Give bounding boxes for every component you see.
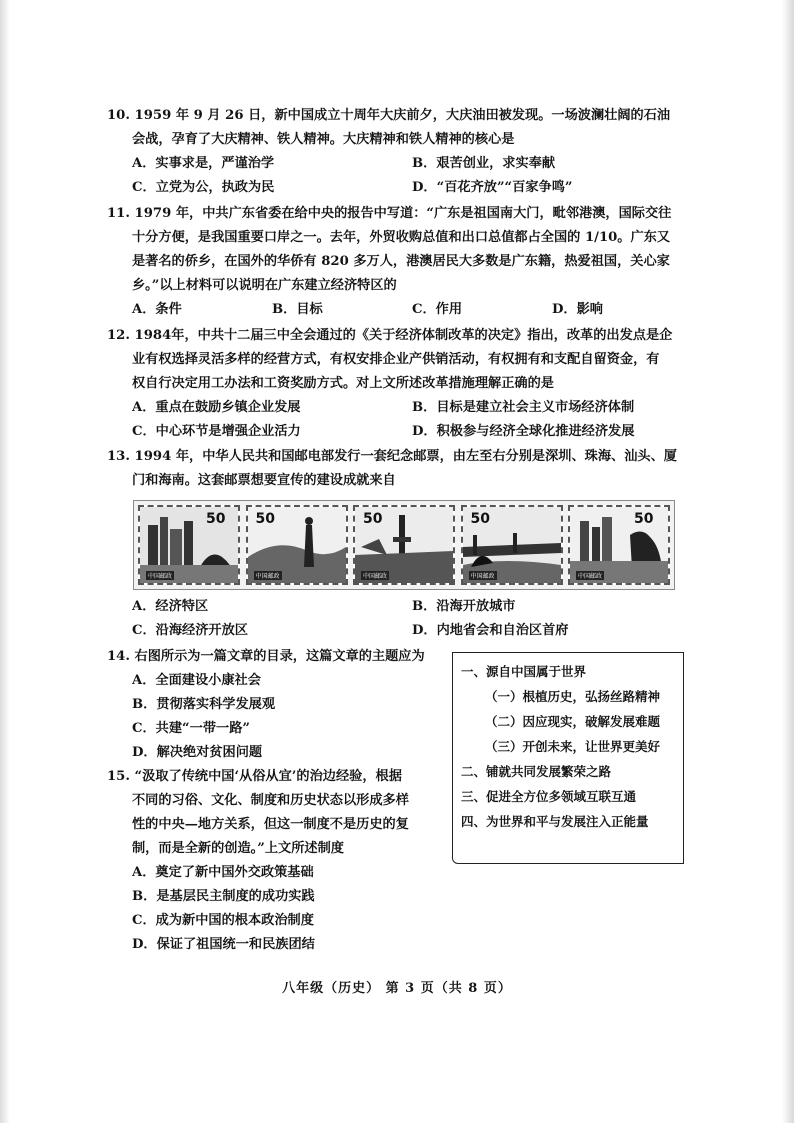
option-b[interactable]: B．贯彻落实科学发展观 — [132, 697, 276, 712]
stem-line: 1959 年 9 月 26 日，新中国成立十周年大庆前夕，大庆油田被发现。一场波澜壮阔的石油 — [134, 108, 671, 123]
question-10-stem — [107, 104, 677, 128]
option-c[interactable]: C．沿海经济开放区 — [132, 623, 248, 638]
stamp-shenzhen — [138, 505, 240, 585]
toc-subitem: （一）根植历史，弘扬丝路精神 — [485, 689, 661, 704]
stem-line: 制，而是全新的创造。”上文所述制度 — [132, 841, 344, 856]
stamp-denomination: 50 — [206, 511, 226, 527]
stamp-shantou — [353, 505, 455, 585]
stamp-country: 中国邮政 — [148, 573, 173, 580]
option-a[interactable]: A．全面建设小康社会 — [132, 673, 261, 688]
stem-line: 性的中央—地方关系，但这一制度不是历史的复 — [132, 817, 409, 832]
stem-line: 1984年，中共十二届三中全会通过的《关于经济体制改革的决定》指出，改革的出发点是企 — [134, 328, 673, 343]
stamp-denomination: 50 — [470, 511, 490, 527]
toc-subitem: （二）因应现实，破解发展难题 — [485, 714, 661, 729]
toc-item: 二、铺就共同发展繁荣之路 — [461, 764, 612, 779]
stem-line: 乡。”以上材料可以说明在广东建立经济特区的 — [132, 278, 397, 293]
stamp-country: 中国邮政 — [578, 573, 603, 580]
toc-subitem: （三）开创未来，让世界更美好 — [485, 739, 661, 754]
question-number: 15. — [107, 769, 130, 784]
stem-line: 不同的习俗、文化、制度和历史状态以形成多样 — [132, 793, 409, 808]
option-d[interactable]: D．影响 — [552, 302, 603, 317]
question-11 — [107, 202, 677, 322]
toc-item: 三、促进全方位多领域互联互通 — [461, 789, 637, 804]
option-d[interactable]: D．内地省会和自治区首府 — [412, 623, 569, 638]
option-d[interactable]: D．解决绝对贫困问题 — [132, 745, 263, 760]
option-b[interactable]: B．艰苦创业，求实奉献 — [412, 156, 556, 171]
stem-line: “汲取了传统中国‘从俗从宜’的治边经验，根据 — [134, 769, 402, 784]
stamp-country: 中国邮政 — [470, 573, 495, 580]
stamp-set-image — [133, 500, 675, 590]
question-13-options — [107, 595, 677, 643]
question-15 — [107, 765, 447, 957]
option-c[interactable]: C．成为新中国的根本政治制度 — [132, 913, 314, 928]
option-d[interactable]: D．保证了祖国统一和民族团结 — [132, 937, 315, 952]
stem-line: 十分方便，是我国重要口岸之一。去年，外贸收购总值和出口总值都占全国的 1/10。广东又 — [132, 230, 671, 245]
stem-line: 1994 年，中华人民共和国邮电部发行一套纪念邮票，由左至右分别是深圳、珠海、汕头、厦 — [134, 449, 677, 464]
stem-line: 是著名的侨乡，在国外的华侨有 820 多万人，港澳居民大多数是广东籍，热爱祖国，关心家 — [132, 254, 670, 269]
question-12 — [107, 324, 677, 444]
option-a[interactable]: A．重点在鼓励乡镇企业发展 — [132, 400, 301, 415]
option-a[interactable]: A．奠定了新中国外交政策基础 — [132, 865, 314, 880]
stem-line: 1979 年，中共广东省委在给中央的报告中写道：“广东是祖国南大门，毗邻港澳，国际交往 — [134, 206, 672, 221]
stamp-denomination: 50 — [363, 511, 383, 527]
stem-line: 右图所示为一篇文章的目录，这篇文章的主题应为 — [134, 649, 425, 664]
question-number: 10. — [107, 108, 130, 123]
stamp-xiamen — [461, 505, 563, 585]
option-b[interactable]: B．沿海开放城市 — [412, 599, 516, 614]
toc-item: 一、源自中国属于世界 — [461, 664, 587, 679]
option-a[interactable]: A．经济特区 — [132, 599, 209, 614]
option-c[interactable]: C．作用 — [412, 302, 463, 317]
option-a[interactable]: A．条件 — [132, 302, 182, 317]
question-number: 12. — [107, 328, 130, 343]
question-13 — [107, 445, 677, 493]
stamp-zhuhai — [246, 505, 348, 585]
page-footer: 八年级（历史） 第 3 页（共 8 页） — [282, 981, 512, 996]
question-number: 14. — [107, 649, 130, 664]
stamp-denomination: 50 — [634, 511, 654, 527]
stem-line: 业有权选择灵活多样的经营方式，有权安排企业产供销活动，有权拥有和支配自留资金，有 — [132, 352, 660, 367]
stamp-denomination: 50 — [255, 511, 275, 527]
option-b[interactable]: B．是基层民主制度的成功实践 — [132, 889, 315, 904]
option-d[interactable]: D．“百花齐放”“百家争鸣” — [412, 180, 573, 195]
page-shadow-right — [782, 0, 794, 1123]
option-b[interactable]: B．目标 — [272, 302, 323, 317]
stem-line: 会战，孕育了大庆精神、铁人精神。大庆精神和铁人精神的核心是 — [132, 132, 515, 147]
option-c[interactable]: C．共建“一带一路” — [132, 721, 250, 736]
stamp-hainan — [568, 505, 670, 585]
page-shadow-left — [0, 0, 10, 1123]
question-14 — [107, 645, 447, 765]
stamp-country: 中国邮政 — [363, 573, 388, 580]
stamp-country: 中国邮政 — [255, 573, 280, 580]
option-b[interactable]: B．目标是建立社会主义市场经济体制 — [412, 400, 635, 415]
question-number: 11. — [107, 206, 130, 221]
question-number: 13. — [107, 449, 130, 464]
stem-line: 权自行决定用工办法和工资奖励方式。对上文所述改革措施理解正确的是 — [132, 376, 554, 391]
option-d[interactable]: D．积极参与经济全球化推进经济发展 — [412, 424, 635, 439]
option-a[interactable]: A．实事求是，严谨治学 — [132, 156, 275, 171]
option-c[interactable]: C．中心环节是增强企业活力 — [132, 424, 301, 439]
stem-line: 门和海南。这套邮票想要宣传的建设成就来自 — [132, 473, 396, 488]
toc-item: 四、为世界和平与发展注入正能量 — [461, 814, 649, 829]
article-table-of-contents — [452, 652, 684, 864]
option-c[interactable]: C．立党为公，执政为民 — [132, 180, 275, 195]
question-10 — [107, 104, 677, 200]
